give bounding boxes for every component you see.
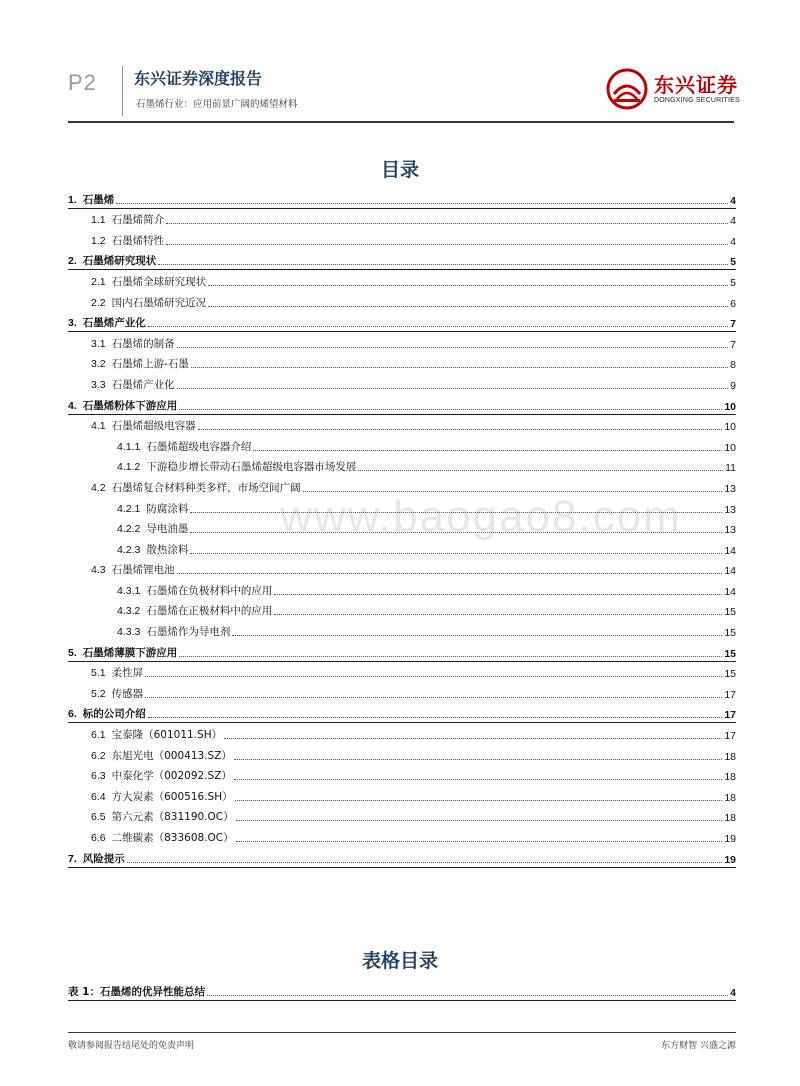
toc-entry[interactable]: [68, 373, 736, 394]
toc-entry-label: [68, 418, 196, 435]
toc-entry-label: [68, 706, 146, 723]
toc-entry-page: 19: [724, 853, 736, 866]
toc-entry-leader: [148, 716, 723, 718]
toc-entry-label: [68, 356, 189, 373]
company-logo-icon: [606, 68, 648, 110]
toc-entry-number: 4.: [68, 399, 77, 412]
toc-entry-label: [68, 645, 177, 662]
table-toc-entry-leader: [207, 994, 728, 996]
toc-entry[interactable]: [68, 456, 736, 477]
table-toc-entry-text: 表 1：石墨烯的优异性能总结: [68, 985, 205, 998]
toc-entry-text: 散热涂料: [146, 543, 189, 556]
toc-entry-page: 13: [724, 482, 736, 495]
toc-entry-page: 5: [730, 256, 736, 269]
table-toc-entry[interactable]: [68, 980, 736, 1001]
footer-disclaimer: 敬请参阅报告结尾处的免责声明: [68, 1041, 195, 1051]
toc-entry-leader: [158, 263, 728, 265]
toc-entry-label: [68, 830, 234, 847]
toc-entry-leader: [234, 758, 722, 760]
toc-entry-page: 18: [724, 812, 736, 825]
toc-entry[interactable]: [68, 476, 736, 497]
toc-entry-number: 5.2: [91, 687, 106, 700]
toc-entry-number: 2.2: [91, 296, 106, 309]
toc-entry-text: 导电油墨: [146, 523, 189, 536]
toc-entry-number: 7.: [68, 852, 77, 865]
toc-entry-number: 6.5: [91, 811, 106, 824]
toc-entry-label: [68, 459, 356, 476]
toc-entry-number: 2.1: [91, 275, 106, 288]
toc-entry-text: 石墨烯简介: [111, 214, 165, 227]
toc-entry-number: 3.3: [91, 378, 106, 391]
toc-entry[interactable]: [68, 415, 736, 436]
toc-entry-page: 8: [730, 359, 736, 372]
toc-entry-page: 17: [724, 709, 736, 722]
toc-entry-number: 1.1: [91, 214, 106, 227]
toc-entry-text: 石墨烯在正极材料中的应用: [146, 605, 273, 618]
toc-entry-leader: [166, 222, 728, 224]
toc-entry-page: 10: [724, 421, 736, 434]
toc-entry-leader: [190, 552, 722, 554]
toc-entry-leader: [116, 202, 728, 204]
toc-entry-leader: [198, 428, 723, 430]
toc-entry-number: 4.1.1: [117, 440, 141, 453]
toc-entry-number: 4.1: [91, 420, 106, 433]
toc-entry-page: 4: [730, 235, 736, 248]
toc-entry-label: [68, 315, 146, 332]
toc-entry[interactable]: [68, 806, 736, 827]
toc-entry-page: 5: [730, 276, 736, 289]
toc-entry-text: 石墨烯粉体下游应用: [82, 399, 178, 412]
toc-entry-leader: [179, 655, 722, 657]
toc-entry-number: 6.2: [91, 749, 106, 762]
toc-entry-page: 9: [730, 379, 736, 392]
toc-entry-leader: [208, 305, 728, 307]
page-number: P2: [68, 70, 97, 95]
toc-entry-page: 17: [724, 688, 736, 701]
toc-entry-label: [68, 727, 222, 744]
toc-entry-number: 4.3.1: [117, 584, 141, 597]
toc-entry-label: [68, 686, 143, 703]
toc-entry-label: [68, 212, 164, 229]
toc-entry-text: 柔性屏: [111, 667, 144, 680]
toc-entry-label: [68, 624, 230, 641]
toc-entry-page: 11: [725, 462, 736, 475]
toc-entry[interactable]: [68, 723, 736, 744]
toc-entry[interactable]: [68, 394, 736, 415]
report-subtitle: 石墨烯行业：应用前景广阔的烯望材料: [136, 99, 298, 110]
table-of-contents: [68, 188, 736, 868]
toc-entry-label: [68, 274, 206, 291]
toc-entry-leader: [166, 243, 728, 245]
toc-title: 目录: [380, 159, 419, 181]
toc-entry-leader: [179, 408, 722, 410]
toc-entry-page: 17: [724, 730, 736, 743]
toc-entry-number: 3.: [68, 317, 77, 330]
toc-entry-text: 石墨烯上游-石墨: [111, 358, 189, 371]
toc-entry-leader: [127, 861, 723, 863]
toc-entry-leader: [145, 696, 722, 698]
toc-entry-text: 石墨烯超级电容器介绍: [146, 440, 252, 453]
toc-entry[interactable]: [68, 270, 736, 291]
toc-entry-number: 4.3.2: [117, 605, 141, 618]
toc-entry-text: 方大炭素（600516.SH）: [111, 790, 233, 803]
toc-entry-page: 13: [724, 503, 736, 516]
toc-entry-number: 6.: [68, 708, 77, 721]
page-header: [0, 0, 800, 125]
toc-entry[interactable]: [68, 600, 736, 621]
toc-entry[interactable]: [68, 579, 736, 600]
toc-entry-number: 1.: [68, 193, 77, 206]
toc-entry[interactable]: [68, 765, 736, 786]
toc-entry-text: 第六元素（831190.OC）: [111, 811, 234, 824]
toc-entry-leader: [190, 511, 722, 513]
toc-entry-page: 19: [724, 833, 736, 845]
toc-entry[interactable]: [68, 641, 736, 662]
toc-entry-leader: [274, 613, 722, 615]
toc-entry-number: 4.3: [91, 564, 106, 577]
toc-entry-label: [68, 809, 234, 826]
toc-entry-text: 石墨烯锂电池: [111, 564, 175, 577]
toc-entry-label: [68, 398, 177, 415]
header-rule: [68, 121, 734, 123]
toc-entry-label: [68, 542, 188, 559]
toc-entry-leader: [177, 572, 723, 574]
toc-entry-number: 4.3.3: [117, 626, 141, 639]
toc-entry-leader: [236, 819, 723, 821]
toc-entry-text: 风险提示: [82, 852, 125, 865]
toc-entry-text: 标的公司介绍: [82, 708, 146, 721]
header-divider: [122, 66, 123, 116]
toc-entry-number: 3.1: [91, 337, 106, 350]
toc-entry[interactable]: [68, 229, 736, 250]
toc-entry-text: 石墨烯作为导电剂: [146, 626, 231, 639]
toc-entry-leader: [190, 531, 722, 533]
toc-entry-leader: [148, 325, 728, 327]
toc-entry[interactable]: [68, 662, 736, 683]
toc-entry-label: [68, 562, 175, 579]
toc-entry-label: [68, 583, 272, 600]
toc-entry-text: 石墨烯产业化: [111, 378, 175, 391]
toc-entry[interactable]: [68, 703, 736, 724]
toc-entry-label: [68, 377, 175, 394]
toc-entry-page: 4: [730, 194, 736, 207]
toc-entry-label: [68, 336, 175, 353]
toc-entry-page: 18: [724, 791, 736, 804]
toc-entry-text: 东旭光电（000413.SZ）: [111, 749, 232, 762]
toc-entry-label: [68, 501, 188, 518]
toc-entry[interactable]: [68, 518, 736, 539]
toc-entry-leader: [224, 737, 722, 739]
footer-rule: [68, 1032, 736, 1033]
toc-entry-leader: [208, 284, 728, 286]
toc-entry-leader: [232, 634, 722, 636]
logo-text-cn: 东兴证券: [654, 73, 738, 97]
toc-entry-text: 石墨烯全球研究现状: [111, 275, 207, 288]
toc-entry-page: 15: [724, 668, 736, 681]
toc-entry[interactable]: [68, 620, 736, 641]
toc-entry-label: [68, 665, 143, 682]
toc-entry-label: [68, 748, 232, 765]
watermark: www.baogao8.com: [280, 492, 682, 541]
toc-entry[interactable]: [68, 250, 736, 271]
toc-entry[interactable]: [68, 744, 736, 765]
toc-entry-text: 宝泰隆（601011.SH）: [111, 729, 223, 742]
toc-entry-number: 5.: [68, 646, 77, 659]
toc-entry-text: 石墨烯的制备: [111, 337, 175, 350]
toc-entry-text: 防腐涂料: [146, 502, 189, 515]
toc-entry-page: 6: [730, 297, 736, 310]
toc-entry-page: 14: [724, 565, 736, 578]
toc-entry[interactable]: [68, 559, 736, 580]
table-of-tables: [68, 980, 736, 1001]
toc-entry-number: 4.2.1: [117, 502, 141, 515]
toc-entry[interactable]: [68, 291, 736, 312]
toc-entry-page: 18: [724, 771, 736, 784]
toc-entry-number: 6.3: [91, 770, 106, 783]
table-toc-entry-label: [68, 984, 205, 1001]
toc-entry-number: 6.1: [91, 729, 106, 742]
toc-entry-leader: [274, 593, 722, 595]
toc-entry[interactable]: [68, 826, 736, 847]
toc-entry-page: 15: [724, 627, 736, 640]
toc-entry-page: 7: [730, 338, 736, 351]
toc-entry-text: 二维碳素（833608.OC）: [111, 832, 234, 844]
toc-entry-page: 18: [724, 750, 736, 763]
toc-entry-page: 13: [724, 524, 736, 537]
toc-entry-text: 石墨烯特性: [111, 234, 165, 247]
toc-entry[interactable]: [68, 353, 736, 374]
footer-slogan: 东方财智 兴盛之源: [661, 1041, 736, 1051]
toc-entry-text: 石墨烯: [82, 193, 115, 206]
toc-entry[interactable]: [68, 435, 736, 456]
toc-entry-label: [68, 295, 206, 312]
company-logo: [606, 68, 746, 112]
toc-entry-label: [68, 768, 232, 785]
toc-entry-number: 4.1.2: [117, 461, 141, 474]
toc-entry-leader: [145, 675, 722, 677]
toc-entry-text: 下游稳步增长带动石墨烯超级电容器市场发展: [146, 461, 357, 474]
toc-entry-leader: [191, 366, 728, 368]
toc-entry-text: 石墨烯研究现状: [82, 255, 157, 268]
toc-entry[interactable]: [68, 682, 736, 703]
toc-entry-label: [68, 851, 125, 868]
toc-entry[interactable]: [68, 332, 736, 353]
toc-entry-page: 14: [724, 585, 736, 598]
toc-entry-label: [68, 521, 188, 538]
toc-entry-number: 1.2: [91, 234, 106, 247]
toc-entry-text: 石墨烯产业化: [82, 317, 146, 330]
toc-entry-number: 6.6: [91, 832, 106, 844]
toc-entry-leader: [177, 346, 729, 348]
table-toc-title: 表格目录: [361, 950, 438, 972]
toc-entry-label: [68, 789, 233, 806]
toc-entry[interactable]: [68, 188, 736, 209]
toc-entry-number: 2.: [68, 255, 77, 268]
toc-entry-leader: [236, 840, 723, 842]
toc-entry-text: 石墨烯超级电容器: [111, 420, 196, 433]
toc-entry[interactable]: [68, 209, 736, 230]
toc-entry-leader: [253, 449, 722, 451]
toc-entry[interactable]: [68, 538, 736, 559]
toc-entry-text: 石墨烯薄膜下游应用: [82, 646, 178, 659]
toc-entry-label: [68, 439, 251, 456]
table-toc-entry-page: 4: [730, 986, 736, 999]
logo-text-en: DONGXING SECURITIES: [654, 97, 740, 104]
toc-entry-label: [68, 253, 156, 270]
toc-entry-leader: [303, 490, 723, 492]
toc-entry-label: [68, 480, 301, 497]
toc-entry-number: 6.4: [91, 790, 106, 803]
toc-entry-leader: [177, 387, 729, 389]
toc-entry-leader: [234, 778, 722, 780]
toc-entry[interactable]: [68, 312, 736, 333]
toc-entry-text: 国内石墨烯研究近况: [111, 296, 207, 309]
toc-entry-page: 7: [730, 318, 736, 331]
toc-entry-number: 3.2: [91, 358, 106, 371]
toc-entry-number: 4.2: [91, 481, 106, 494]
toc-entry-text: 石墨烯在负极材料中的应用: [146, 584, 273, 597]
toc-entry-page: 15: [724, 647, 736, 660]
toc-entry-number: 4.2.2: [117, 523, 141, 536]
toc-entry-leader: [358, 469, 723, 471]
toc-entry-page: 10: [724, 441, 736, 454]
toc-entry-number: 5.1: [91, 667, 106, 680]
toc-entry-number: 4.2.3: [117, 543, 141, 556]
toc-entry-label: [68, 603, 272, 620]
toc-entry-leader: [235, 799, 723, 801]
toc-entry[interactable]: [68, 847, 736, 868]
toc-entry[interactable]: [68, 785, 736, 806]
toc-entry-text: 传感器: [111, 687, 144, 700]
toc-entry-label: [68, 233, 164, 250]
toc-entry-label: [68, 192, 114, 209]
toc-entry-text: 石墨烯复合材料种类多样，市场空间广阔: [111, 481, 301, 494]
toc-entry-page: 10: [724, 400, 736, 413]
toc-entry[interactable]: [68, 497, 736, 518]
report-title: 东兴证券深度报告: [134, 69, 263, 88]
toc-entry-page: 4: [730, 215, 736, 228]
toc-entry-text: 中泰化学（002092.SZ）: [111, 770, 232, 783]
toc-entry-page: 15: [724, 606, 736, 619]
toc-entry-page: 14: [724, 544, 736, 557]
